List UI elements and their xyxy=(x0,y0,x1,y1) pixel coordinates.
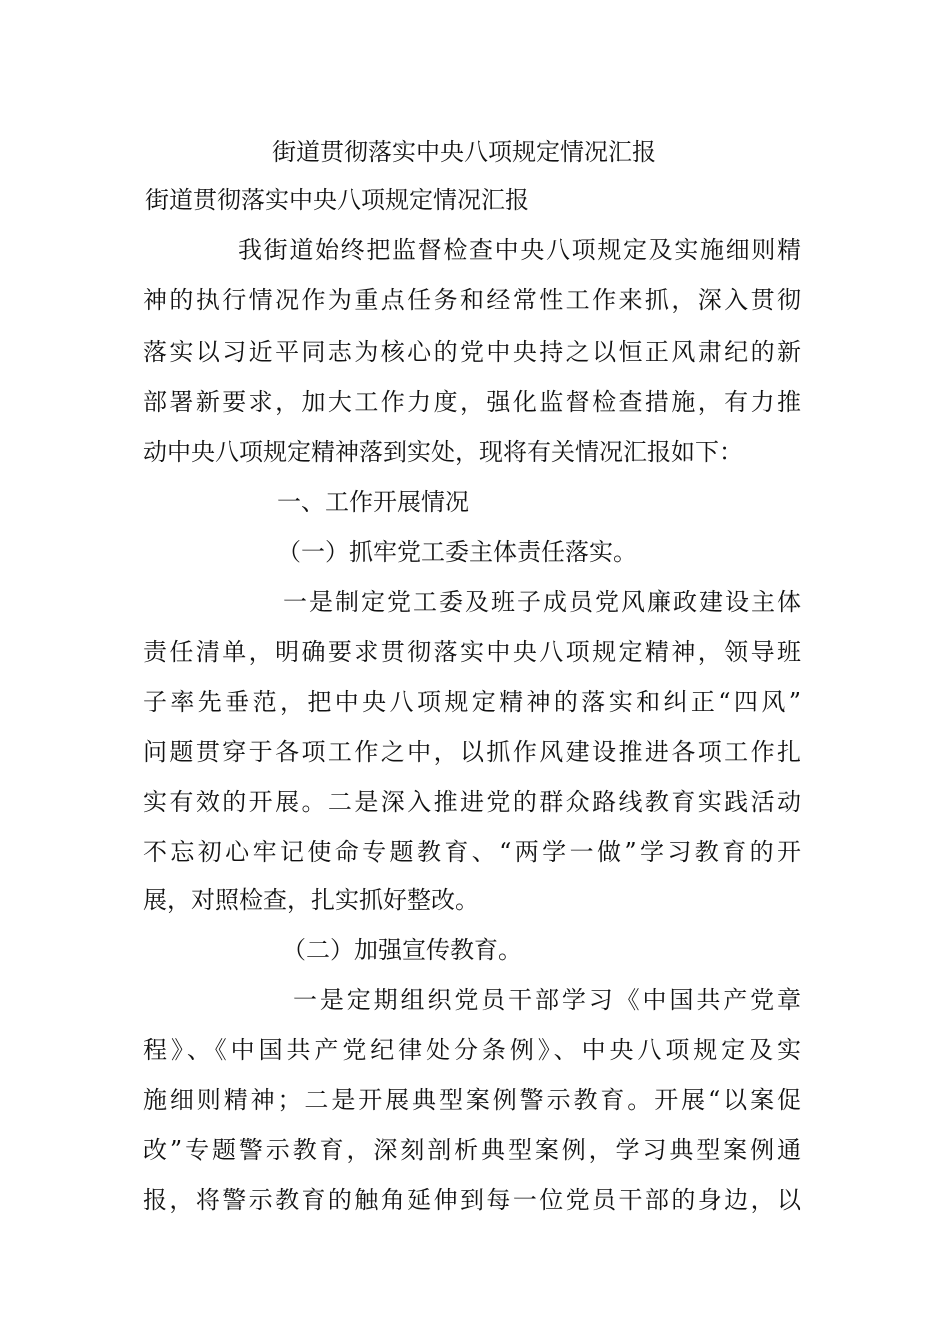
intro-line-3: 落实以习近平同志为核心的党中央持之以恒正风肃纪的新 xyxy=(143,338,801,366)
subsection1-line-7: 展，对照检查，扎实抓好整改。 xyxy=(143,886,479,914)
subsection2-line-2: 程》、《中国共产党纪律处分条例》、中央八项规定及实 xyxy=(143,1036,801,1064)
subsection-heading-1: （一）抓牢党工委主体责任落实。 xyxy=(277,538,637,566)
document-title: 街道贯彻落实中央八项规定情况汇报 xyxy=(272,138,656,166)
subsection1-line-5: 实有效的开展。二是深入推进党的群众路线教育实践活动 xyxy=(143,788,801,816)
subsection-heading-2: （二）加强宣传教育。 xyxy=(282,936,522,964)
intro-line-4: 部署新要求，加大工作力度，强化监督检查措施，有力推 xyxy=(143,388,801,416)
subsection1-line-2: 责任清单，明确要求贯彻落实中央八项规定精神，领导班 xyxy=(143,638,801,666)
subsection2-line-4: 改”专题警示教育，深刻剖析典型案例，学习典型案例通 xyxy=(143,1136,801,1164)
subsection1-line-3: 子率先垂范，把中央八项规定精神的落实和纠正“四风” xyxy=(143,688,801,716)
intro-line-5: 动中央八项规定精神落到实处，现将有关情况汇报如下： xyxy=(143,438,743,466)
subsection2-line-3: 施细则精神；二是开展典型案例警示教育。开展“以案促 xyxy=(143,1086,801,1114)
document-subtitle: 街道贯彻落实中央八项规定情况汇报 xyxy=(145,186,529,214)
subsection1-line-1: 一是制定党工委及班子成员党风廉政建设主体 xyxy=(283,588,801,616)
intro-line-2: 神的执行情况作为重点任务和经常性工作来抓，深入贯彻 xyxy=(143,286,801,314)
intro-line-1: 我街道始终把监督检查中央八项规定及实施细则精 xyxy=(238,236,801,264)
section-heading-1: 一、工作开展情况 xyxy=(277,488,469,516)
subsection1-line-4: 问题贯穿于各项工作之中，以抓作风建设推进各项工作扎 xyxy=(143,738,801,766)
subsection2-line-5: 报，将警示教育的触角延伸到每一位党员干部的身边，以 xyxy=(143,1186,801,1214)
subsection2-line-1: 一是定期组织党员干部学习《中国共产党章 xyxy=(293,986,801,1014)
subsection1-line-6: 不忘初心牢记使命专题教育、“两学一做”学习教育的开 xyxy=(143,838,801,866)
